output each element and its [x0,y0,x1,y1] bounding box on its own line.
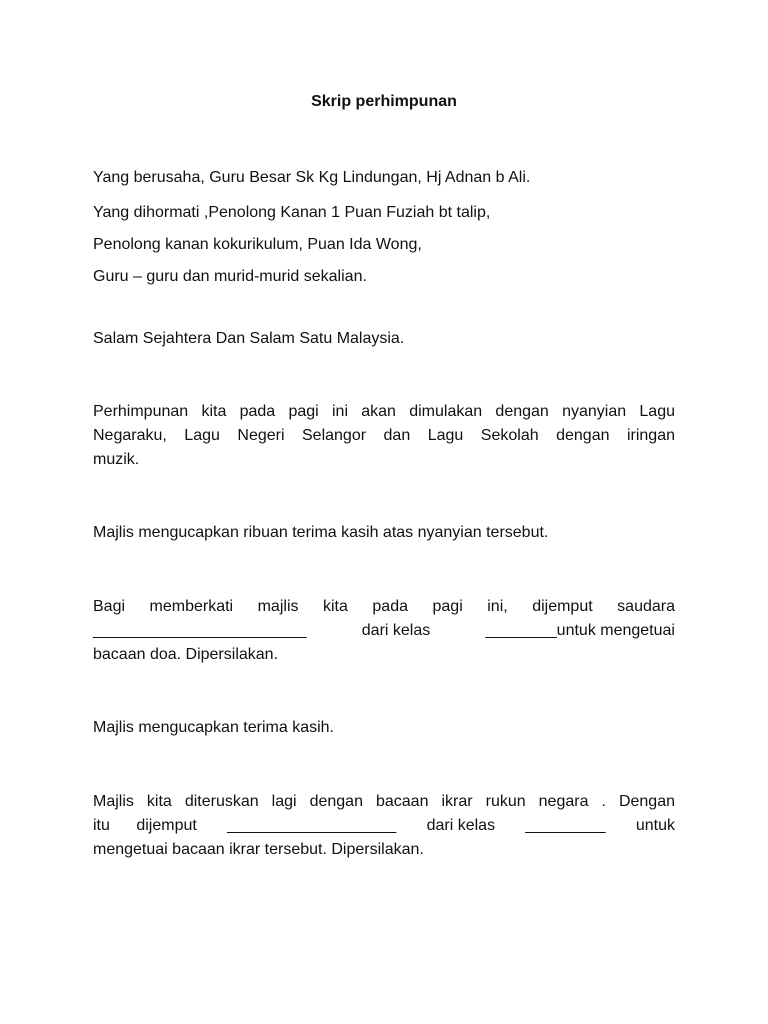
thanks-paragraph-2: Majlis mengucapkan terima kasih. [93,719,334,736]
doa-blank-name: ________________________ [93,622,307,639]
ikrar-paragraph [93,790,675,862]
opening-line-1 [93,400,675,424]
doa-paragraph [93,595,675,667]
ikrar-text-itu-dijemput: itu dijemput [93,817,197,834]
doa-text-dari-kelas: dari kelas [361,622,431,639]
document-title: Skrip perhimpunan [311,93,457,110]
doa-line-1 [93,595,675,619]
opening-paragraph [93,400,675,472]
opening-line-2 [93,424,675,448]
doa-blank-class: ________untuk mengetuai [485,622,675,639]
thanks-paragraph-1: Majlis mengucapkan ribuan terima kasih atas nyanyian tersebut. [93,524,549,541]
ikrar-blank-class: _________ [525,817,606,834]
doa-line-1-text: Bagi memberkati majlis kita pada pagi ini, dijemput saudara [93,598,675,615]
salutation-cocurriculum-assistant: Penolong kanan kokurikulum, Puan Ida Wong, [93,236,422,253]
opening-line-3: muzik. [93,451,140,468]
ikrar-line-1-text: Majlis kita diteruskan lagi dengan bacaan ikrar rukun negara . Dengan [93,793,675,810]
ikrar-blank-name: ___________________ [227,817,397,834]
doa-line-2 [93,619,675,643]
salutation-teachers-students: Guru – guru dan murid-murid sekalian. [93,268,367,285]
ikrar-text-untuk: untuk [635,817,675,834]
doa-line-3: bacaan doa. Dipersilakan. [93,646,279,663]
ikrar-text-dari-kelas: dari kelas [426,817,496,834]
ikrar-line-3: mengetuai bacaan ikrar tersebut. Dipersilakan. [93,841,424,858]
salutation-senior-assistant: Yang dihormati ,Penolong Kanan 1 Puan Fuziah bt talip, [93,204,491,221]
salutation-head-teacher: Yang berusaha, Guru Besar Sk Kg Lindungan, Hj Adnan b Ali. [93,169,531,186]
opening-line-1-text: Perhimpunan kita pada pagi ini akan dimulakan dengan nyanyian Lagu [93,403,675,420]
ikrar-line-1 [93,790,675,814]
greeting-paragraph: Salam Sejahtera Dan Salam Satu Malaysia. [93,330,405,347]
opening-line-2-text: Negaraku, Lagu Negeri Selangor dan Lagu Sekolah dengan iringan [93,427,675,444]
ikrar-line-2 [93,814,675,838]
